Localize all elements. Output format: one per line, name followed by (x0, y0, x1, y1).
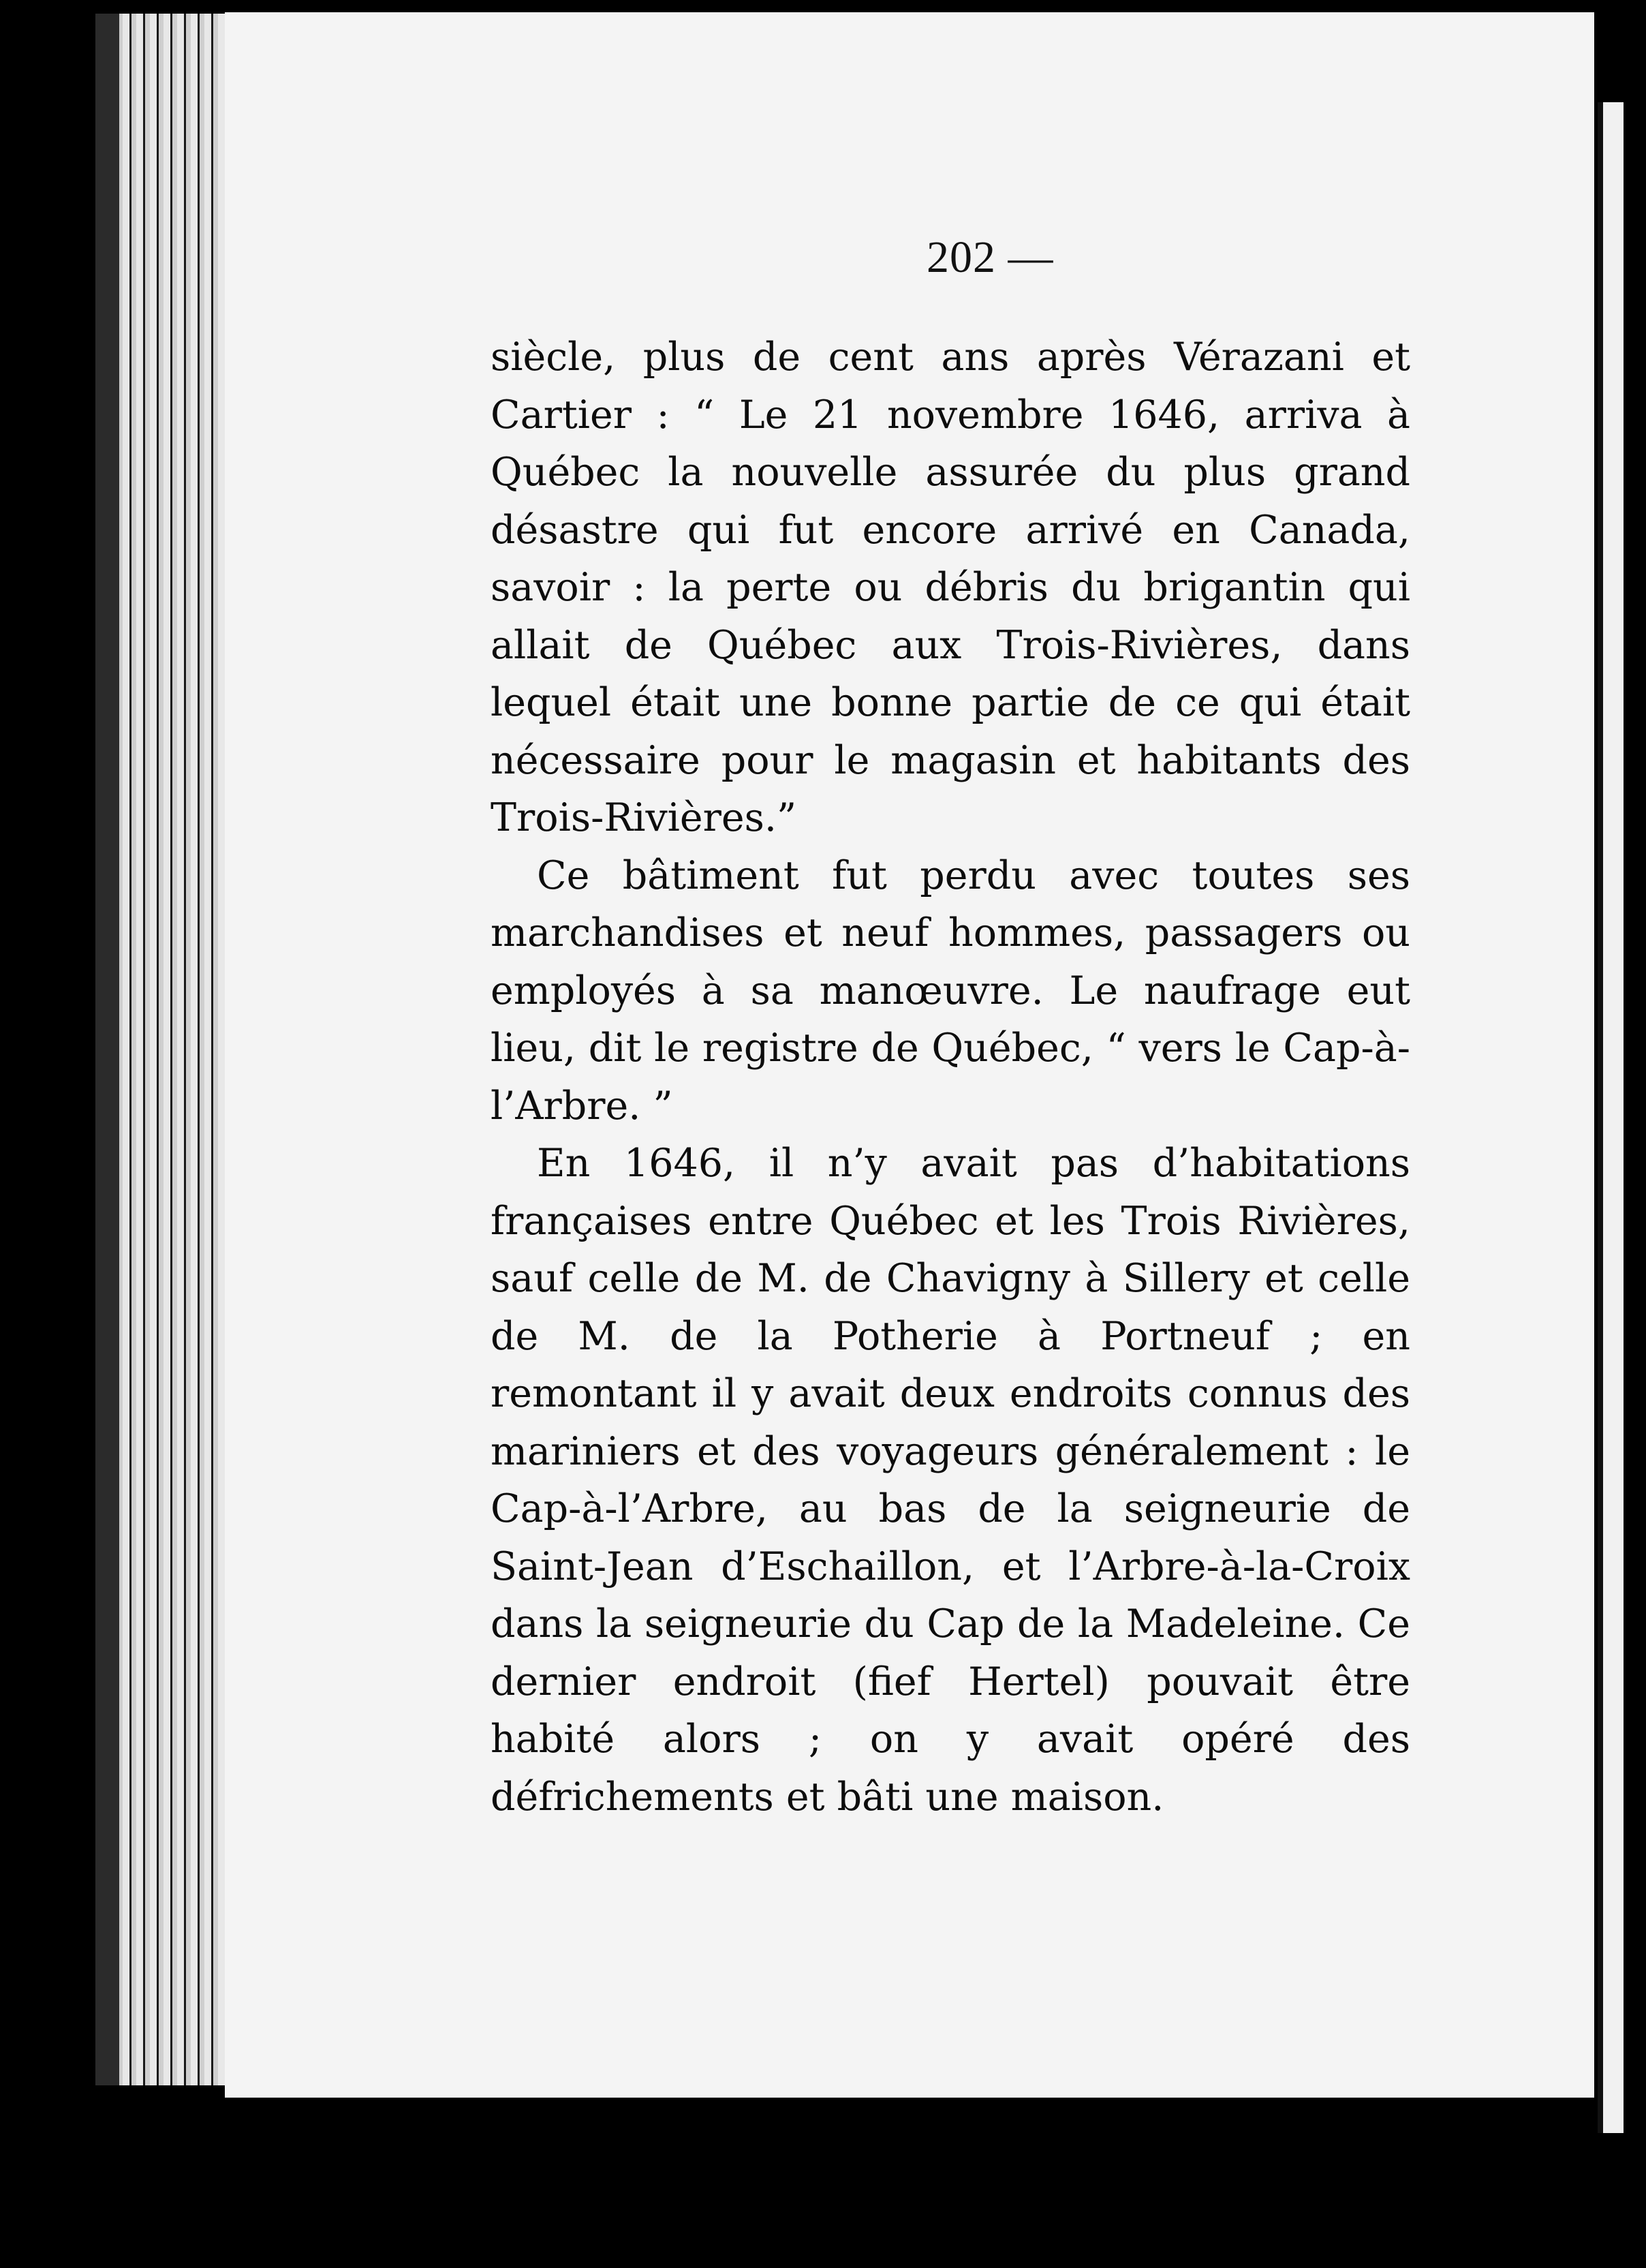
paragraph-shipwreck: Ce bâtiment fut perdu avec toutes ses marchandises et neuf hommes, passagers ou employés à sa manœuvre. Le naufrage eut lieu, dit le registre de Québec, “ vers le Cap-à-l’Arbre. ” (491, 853, 1410, 1129)
facing-page-edge (1598, 102, 1624, 2133)
body-text (491, 328, 1410, 1826)
paragraph-settlements: En 1646, il n’y avait pas d’habitations françaises entre Québec et les Trois Rivières, sauf celle de M. de Chavigny à Sillery et celle de M. de la Potherie à Portneuf ; en remontant il y avait deux endroits connus des mariniers et des voyageurs généralement : le Cap-à-l’Arbre, au bas de la seigneurie de Saint-Jean d’Eschaillon, et l’Arbre-à-la-Croix dans la seigneurie du Cap de la Madeleine. Ce dernier endroit (fief Hertel) pouvait être habité alors ; on y avait opéré des défrichements et bâti une maison. (491, 1141, 1410, 1820)
page-number: 202 — (927, 232, 1054, 282)
paragraph-continuation: siècle, plus de cent ans après Vérazani et Cartier : “ Le 21 novembre 1646, arriva à Québec la nouvelle assurée du plus grand désastre qui fut encore arrivé en Canada, savoir : la perte ou débris du brigantin qui allait de Québec aux Trois-Rivières, dans lequel était une bonne partie de ce qui était nécessaire pour le magasin et habitants des Trois-Rivières.” (491, 335, 1410, 840)
book-binding (95, 14, 119, 2085)
